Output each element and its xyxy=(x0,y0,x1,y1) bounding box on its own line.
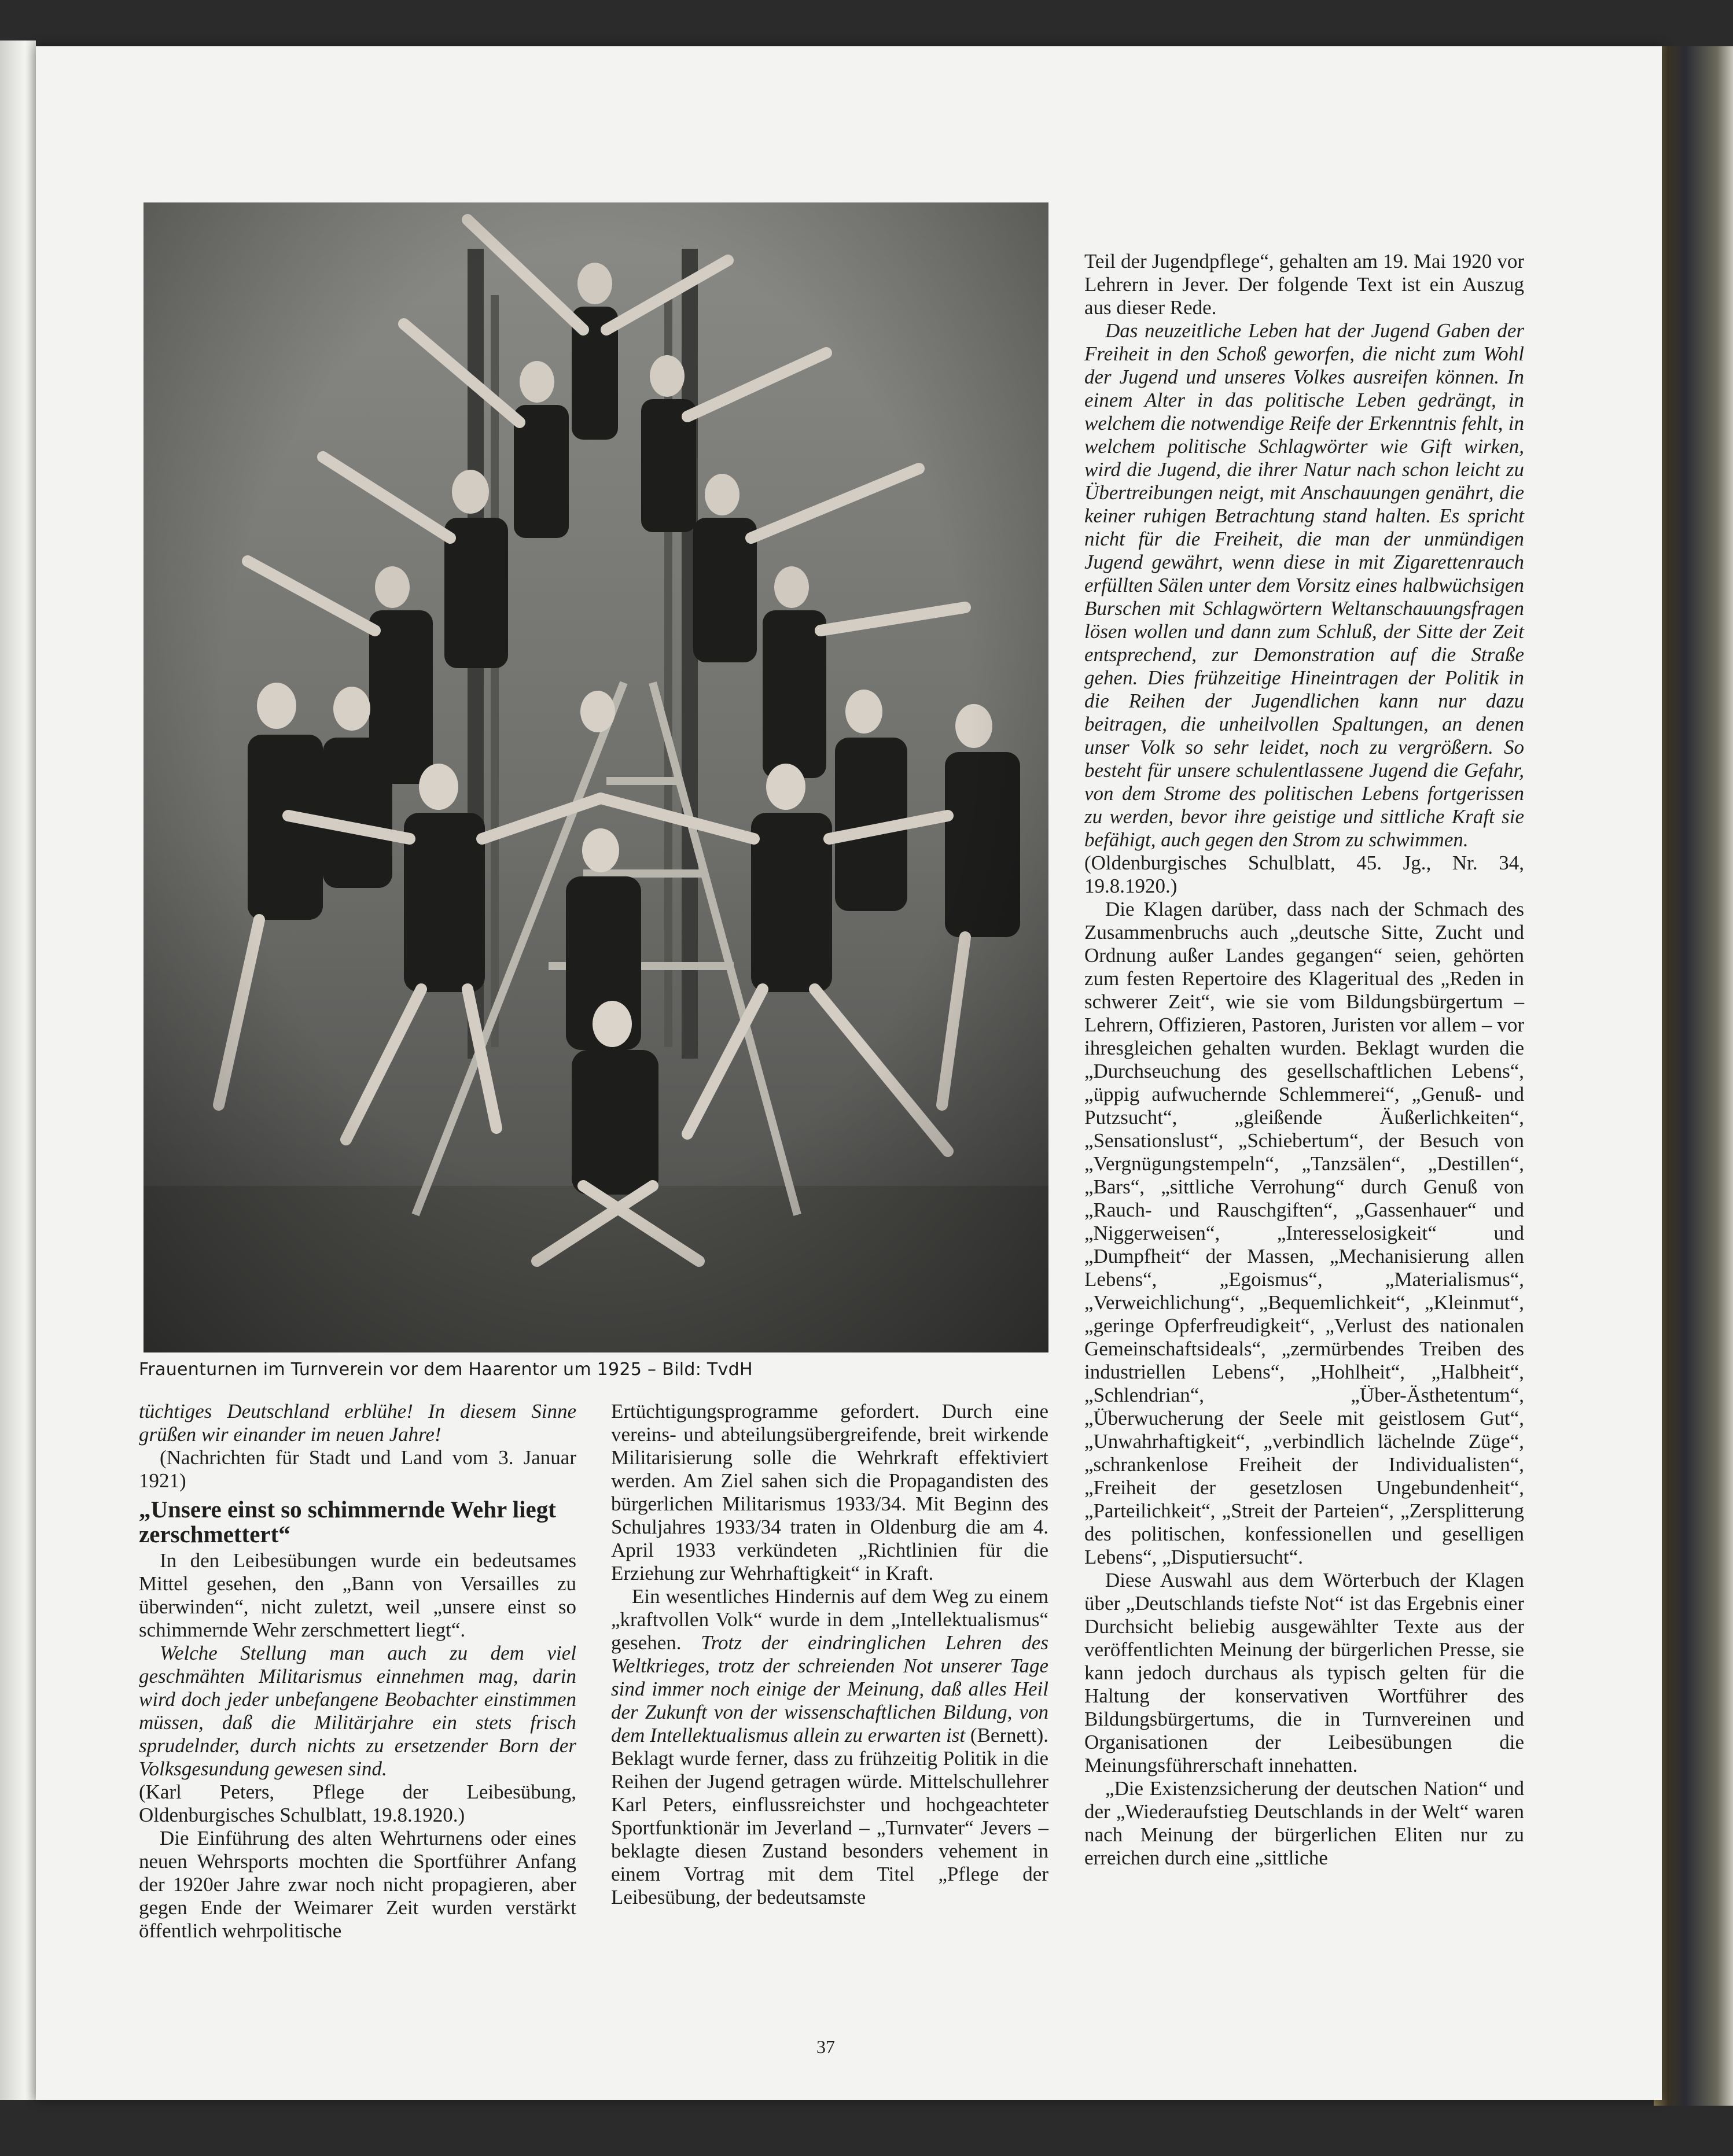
quote-italic: Welche Stellung man auch zu dem viel geschmähten Militarismus einnehmen mag, darin wird doch jeder unbefangene Beobachter einstimmen müssen, daß die Militärjahre ein stets frisch sprudelnder, durch nichts zu ersetzender Born der Volksgesundung gewesen sind. xyxy=(139,1642,576,1780)
paragraph: „Die Existenzsicherung der deutschen Nation“ und der „Wiederaufstieg Deutschlands in der Welt“ waren nach Meinung der bürgerlichen Eliten nur zu erreichen durch eine „sittliche xyxy=(1084,1777,1524,1869)
text-column-1 xyxy=(139,1400,576,1943)
quote-source: (Oldenburgisches Schulblatt, 45. Jg., Nr. 34, 19.8.1920.) xyxy=(1084,852,1524,897)
quote-source: (Nachrichten für Stadt und Land vom 3. Januar 1921) xyxy=(139,1446,576,1492)
page-number: 37 xyxy=(816,2036,835,2057)
quote-italic: tüchtiges Deutschland erblühe! In diesem Sinne grüßen wir einander im neuen Jahre! xyxy=(139,1400,576,1446)
text-column-2 xyxy=(611,1400,1048,1909)
paragraph: Diese Auswahl aus dem Wörterbuch der Klagen über „Deutschlands tiefste Not“ ist das Ergebnis einer Durchsicht beliebig ausgewählter Texte aus der veröffentlichten Meinung der bürgerlichen Presse, sie kann jedoch durchaus als typisch gelten für die Haltung der konservativen Wortführer des Bildungsbürgertums, die in Turnvereinen und Organisationen der Leibesübungen die Meinungsführerschaft innehatten. xyxy=(1084,1569,1524,1777)
paragraph: Die Klagen darüber, dass nach der Schmach des Zusammenbruchs auch „deutsche Sitte, Zucht und Ordnung außer Landes gegangen“ seien, gehörten zum festen Repertoire des Klageritual des „Reden in schwerer Zeit“, wie sie vom Bildungsbürgertum – Lehrern, Offizieren, Pastoren, Juristen vor allem – vor ihresgleichen gehalten wurden. Beklagt wurden die „Durchseuchung des gesellschaftlichen Lebens“, „üppig aufwuchernde Schlemmerei“, „Genuß- und Putzsucht“, „gleißende Äußerlichkeiten“, „Sensationslust“, „Schiebertum“, der Besuch von „Vergnügungstempeln“, „Tanzsälen“, „Destillen“, „Bars“, „sittliche Verrohung“ durch Genuß von „Rauch- und Rauschgiften“, „Gassenhauer“ und „Niggerweisen“, „Interesselosigkeit“ und „Dumpfheit“ der Massen, „Mechanisierung allen Lebens“, „Egoismus“, „Materialismus“, „Verweichlichung“, „Bequemlichkeit“, „Kleinmut“, „geringe Opferfreudigkeit“, „Verlust des nationalen Gemeinschaftsideals“, „zermürbendes Treiben des industriellen Lebens“, „Hohlheit“, „Halbheit“, „Schlendrian“, „Über-Ästhetentum“, „Überwucherung der Seele mit geistlosem Gut“, „Unwahrhaftigkeit“, „verbindlich lächelnde Züge“, „schrankenlose Freiheit der Individualisten“, „Freiheit der gesetzlosen Ungebundenheit“, „Parteilichkeit“, „Streit der Parteien“, „Zersplitterung des politischen, konfessionellen und geselligen Lebens“, „Disputiersucht“. xyxy=(1084,898,1524,1568)
paragraph xyxy=(611,1585,1048,1909)
section-heading: „Unsere einst so schimmernde Wehr liegt zerschmettert“ xyxy=(139,1496,556,1547)
book-page xyxy=(36,46,1662,2100)
paragraph: Teil der Jugendpflege“, gehalten am 19. Mai 1920 vor Lehrern in Jever. Der folgende Text ist ein Auszug aus dieser Rede. xyxy=(1084,250,1524,319)
quote-source: (Karl Peters, Pflege der Leibesübung, Oldenburgisches Schulblatt, 19.8.1920.) xyxy=(139,1781,576,1826)
paragraph: Die Einführung des alten Wehrturnens oder eines neuen Wehrsports mochten die Sportführer Anfang der 1920er Jahre zwar noch nicht propagieren, aber gegen Ende der Weimarer Zeit wurden verstärkt öffentlich wehrpolitische xyxy=(139,1827,576,1942)
photo-image xyxy=(144,202,1048,1352)
quote-italic: Trotz der eindringlichen Lehren des Weltkrieges, trotz der schreienden Not unserer Tage sind immer noch einige der Meinung, daß alles Heil der Zukunft von der wissenschaftlichen Bildung, von dem Intellektualismus allein zu erwarten ist xyxy=(611,1631,1048,1746)
gymnastics-photograph xyxy=(144,202,1048,1352)
paragraph: Ertüchtigungsprogramme gefordert. Durch eine vereins- und abteilungsübergreifende, breit wirkende Militarisierung solle die Wehrkraft effektiviert werden. Am Ziel sahen sich die Propagandisten des bürgerlichen Militarismus 1933/34. Mit Beginn des Schuljahres 1933/34 traten in Oldenburg die am 4. April 1933 verkündeten „Richtlinien für die Erziehung zur Wehrhaftigkeit“ in Kraft. xyxy=(611,1400,1048,1584)
photo-caption: Frauenturnen im Turnverein vor dem Haarentor um 1925 – Bild: TvdH xyxy=(139,1359,753,1380)
facing-page-edge xyxy=(0,40,36,2100)
paragraph-text: (Bernett). Beklagt wurde ferner, dass zu frühzeitig Politik in die Reihen der Jugend getragen würde. Mittelschullehrer Karl Peters, einflussreichster und hochgeachteter Sportfunktionär im Jeverland – „Turnvater“ Jevers – beklagte diesen Zustand besonders vehement in einem Vortrag mit dem Titel „Pflege der Leibesübung, der bedeutsamste xyxy=(611,1724,1048,1908)
paragraph: In den Leibesübungen wurde ein bedeutsames Mittel gesehen, den „Bann von Versailles zu überwinden“, nicht zuletzt, weil „unsere einst so schimmernde Wehr zerschmettert liegt“. xyxy=(139,1549,576,1641)
paragraph-text: Ein wesentliches Hindernis auf dem Weg zu einem „kraftvollen Volk“ wurde in dem „Intellektualismus“ gesehen. xyxy=(611,1585,1048,1654)
book-cover-edge xyxy=(1654,46,1733,2106)
text-column-3 xyxy=(1084,250,1524,1870)
quote-italic: Das neuzeitliche Leben hat der Jugend Gaben der Freiheit in den Schoß geworfen, die nicht zum Wohl der Jugend und unseres Volkes ausreifen können. In einem Alter in das politische Leben gedrängt, in welchem die notwendige Reife der Erkenntnis fehlt, in welchem politische Schlagwörter wie Gift wirken, wird die Jugend, die ihrer Natur nach schon leicht zu Übertreibungen neigt, mit Anschauungen genährt, die keiner ruhigen Betrachtung stand halten. Es spricht nicht für die Freiheit, die man der unmündigen Jugend gewährt, wenn diese in mit Zigarettenrauch erfüllten Sälen unter dem Vorsitz eines halbwüchsigen Burschen mit Schlagwörtern Weltanschauungsfragen lösen wollen und dann zum Schluß, der Sitte der Zeit entsprechend, zur Demonstration auf die Straße gehen. Dies frühzeitige Hineintragen der Politik in die Reihen der Jugendlichen kann nur dazu beitragen, die unheilvollen Spaltungen, an denen unser Volk so sehr leidet, noch zu vergrößern. So besteht für unsere schulentlassene Jugend die Gefahr, von dem Strome des politischen Lebens fortgerissen zu werden, bevor ihre geistige und sittliche Kraft sie befähigt, auch gegen den Strom zu schwimmen. xyxy=(1084,319,1524,851)
